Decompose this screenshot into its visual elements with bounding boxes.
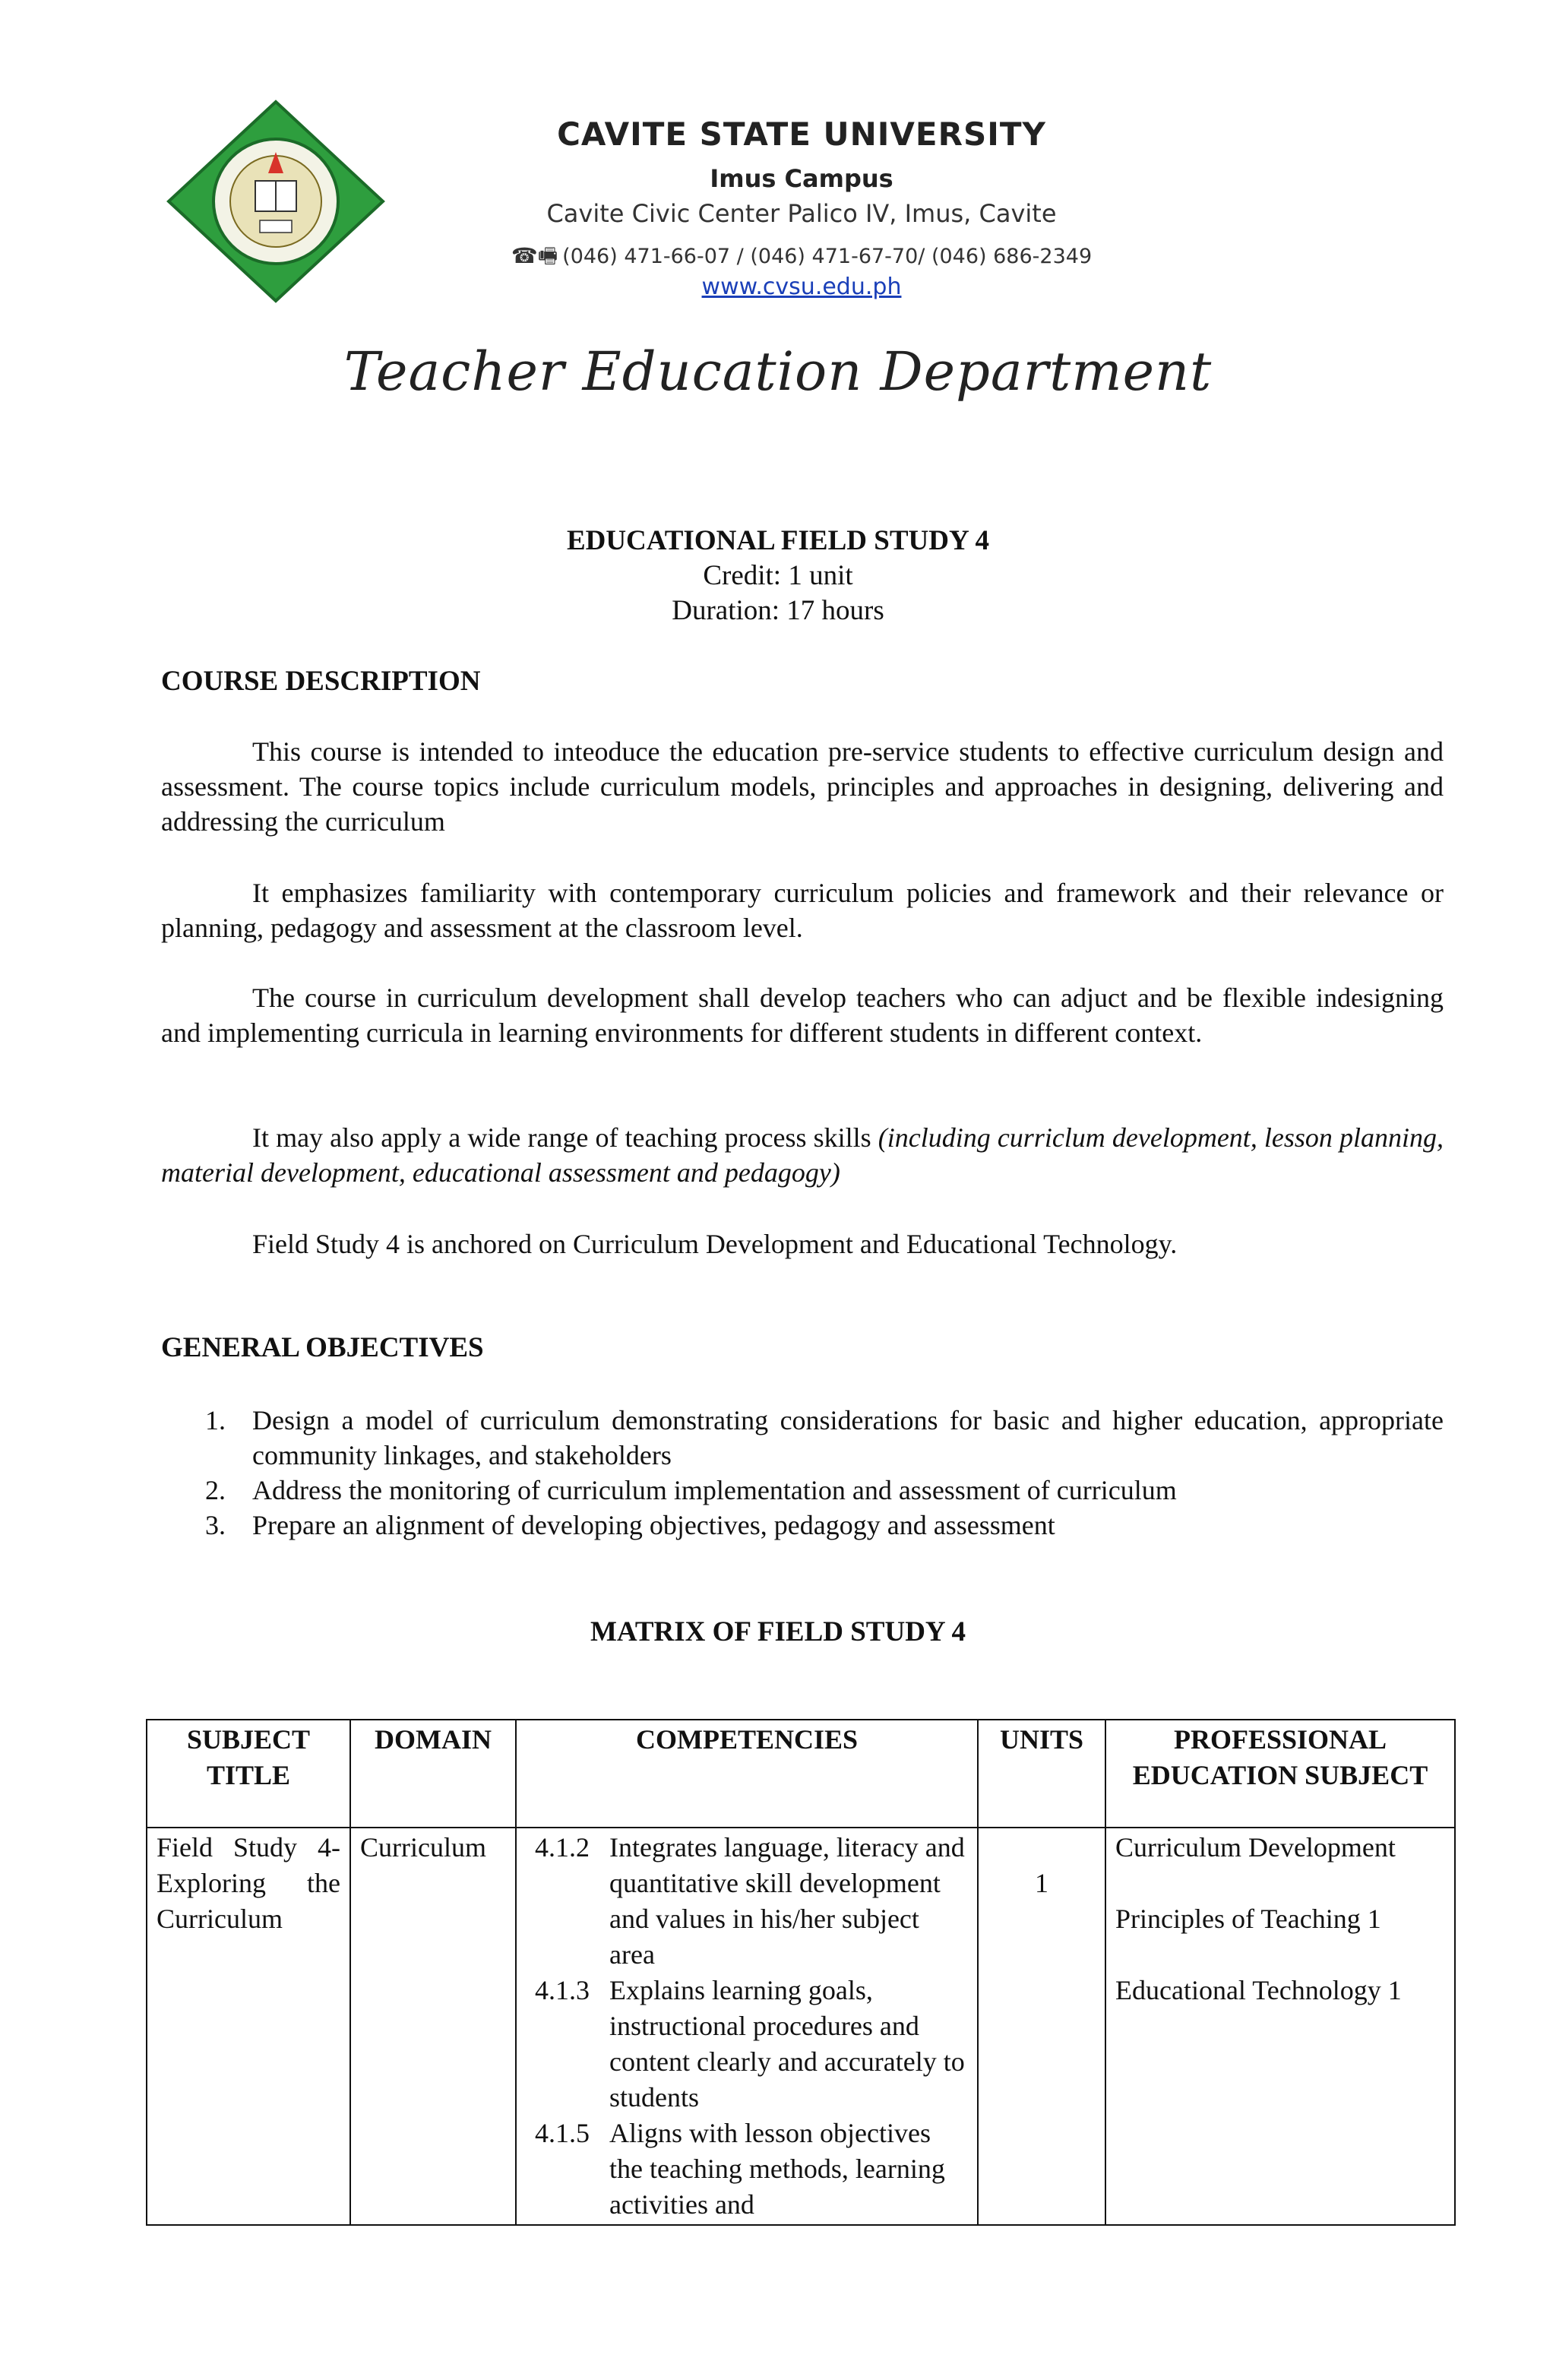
paragraph-4-text: It may also apply a wide range of teaching process skills bbox=[252, 1122, 878, 1153]
objective-item bbox=[161, 1508, 1444, 1543]
campus-address: Cavite Civic Center Palico IV, Imus, Cavite bbox=[546, 199, 1057, 228]
cell-competencies bbox=[516, 1828, 978, 2225]
objective-item bbox=[161, 1473, 1444, 1508]
cell-domain: Curriculum bbox=[350, 1828, 516, 2225]
university-logo bbox=[166, 99, 386, 304]
cell-professional-education-subject bbox=[1105, 1828, 1455, 2225]
column-header-professional-education-subject: PROFESSIONAL EDUCATION SUBJECT bbox=[1105, 1720, 1455, 1828]
matrix-heading: MATRIX OF FIELD STUDY 4 bbox=[590, 1616, 966, 1647]
competency-text: Explains learning goals, instructional procedures and content clearly and accurately to students bbox=[609, 1975, 965, 2113]
paragraph-4-italic: (including curriclum development, lesson planning, material development, educational assessment and pedagogy) bbox=[161, 1122, 1444, 1188]
competency-code: 4.1.3 bbox=[535, 1975, 590, 2005]
units-value: 1 bbox=[1035, 1868, 1048, 1898]
column-header-competencies: COMPETENCIES bbox=[516, 1720, 978, 1828]
pe-subject: Curriculum Development bbox=[1115, 1832, 1396, 1863]
field-study-matrix-table bbox=[146, 1719, 1456, 2226]
pe-subject: Educational Technology 1 bbox=[1115, 1975, 1402, 2005]
objective-number: 3. bbox=[205, 1510, 226, 1540]
column-header-subject-title: SUBJECT TITLE bbox=[147, 1720, 350, 1828]
objectives-list bbox=[161, 1403, 1444, 1543]
table-row bbox=[147, 1828, 1455, 2225]
objective-item bbox=[161, 1403, 1444, 1473]
cell-subject-title: Field Study 4- Exploring the Curriculum bbox=[147, 1828, 350, 2225]
phone-line bbox=[403, 240, 1200, 277]
description-paragraph-3: The course in curriculum development shall develop teachers who can adjuct and be flexible indesigning and implementing curricula in learning environments for different students in different context. bbox=[161, 983, 1444, 1048]
description-paragraph-4 bbox=[161, 1120, 1444, 1190]
competency-item bbox=[526, 2116, 968, 2223]
competency-text: Aligns with lesson objectives the teaching methods, learning activities and bbox=[609, 2118, 945, 2220]
competency-item bbox=[526, 1830, 968, 1973]
cell-units bbox=[978, 1828, 1105, 2225]
pe-subject: Principles of Teaching 1 bbox=[1115, 1904, 1381, 1934]
objective-text: Design a model of curriculum demonstrating considerations for basic and higher education, appropriate community linkages, and stakeholders bbox=[252, 1405, 1444, 1470]
competency-text: Integrates language, literacy and quantitative skill development and values in his/her subject area bbox=[609, 1832, 965, 1970]
course-title: EDUCATIONAL FIELD STUDY 4 bbox=[566, 525, 990, 556]
column-header-units: UNITS bbox=[978, 1720, 1105, 1828]
objective-number: 1. bbox=[205, 1405, 226, 1435]
objective-text: Address the monitoring of curriculum implementation and assessment of curriculum bbox=[252, 1475, 1177, 1505]
description-paragraph-1: This course is intended to inteoduce the education pre-service students to effective curriculum design and assessment. The course topics include curriculum models, principles and approaches in designing, delivering and addressing the curriculum bbox=[161, 736, 1444, 837]
competency-code: 4.1.2 bbox=[535, 1832, 590, 1863]
objective-number: 2. bbox=[205, 1475, 226, 1505]
description-paragraph-2: It emphasizes familiarity with contemporary curriculum policies and framework and their relevance or planning, pedagogy and assessment at the classroom level. bbox=[161, 878, 1444, 943]
website-link[interactable]: www.cvsu.edu.ph bbox=[701, 274, 902, 300]
column-header-domain: DOMAIN bbox=[350, 1720, 516, 1828]
phone-numbers: (046) 471-66-07 / (046) 471-67-70/ (046) 686-2349 bbox=[562, 245, 1093, 268]
course-description-heading: COURSE DESCRIPTION bbox=[161, 666, 481, 697]
course-duration: Duration: 17 hours bbox=[672, 595, 884, 626]
phone-fax-icon: ☎🖷 bbox=[511, 243, 558, 268]
course-credit: Credit: 1 unit bbox=[703, 560, 853, 591]
campus-name: Imus Campus bbox=[710, 164, 893, 193]
description-paragraph-5: Field Study 4 is anchored on Curriculum Development and Educational Technology. bbox=[252, 1229, 1178, 1259]
department-title: Teacher Education Department bbox=[343, 340, 1213, 403]
competency-code: 4.1.5 bbox=[535, 2118, 590, 2148]
competency-item bbox=[526, 1973, 968, 2116]
objective-text: Prepare an alignment of developing objectives, pedagogy and assessment bbox=[252, 1510, 1055, 1540]
university-name: CAVITE STATE UNIVERSITY bbox=[557, 116, 1046, 153]
table-header-row bbox=[147, 1720, 1455, 1828]
general-objectives-heading: GENERAL OBJECTIVES bbox=[161, 1332, 484, 1363]
